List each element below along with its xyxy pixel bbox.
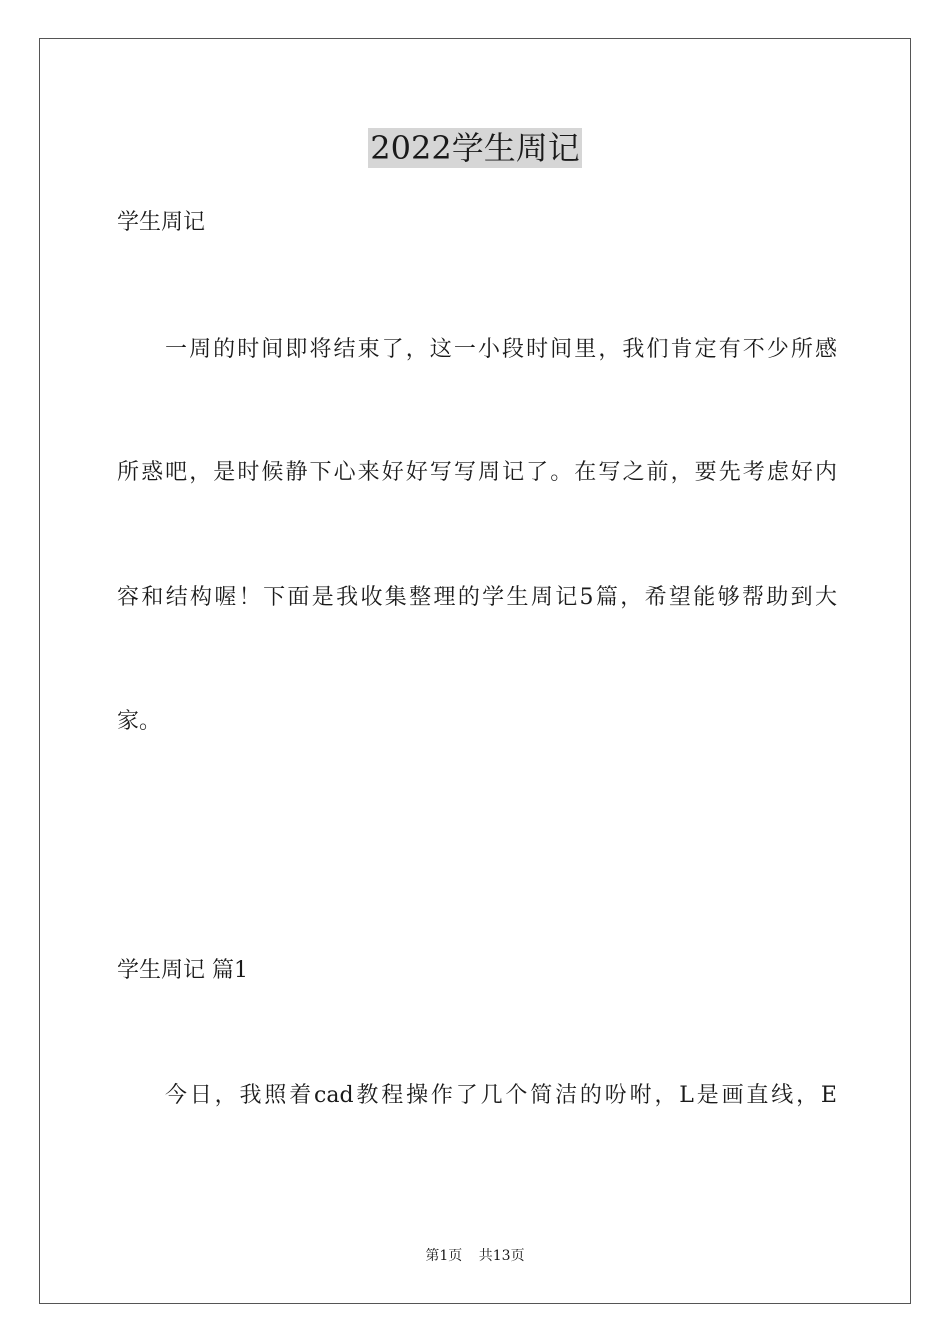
page-footer bbox=[0, 1247, 950, 1265]
section-heading: 学生周记 篇1 bbox=[117, 958, 248, 983]
document-title-text: 2022学生周记 bbox=[370, 129, 580, 167]
page-number: 第1页 bbox=[425, 1248, 463, 1264]
section-paragraph-line: 今日，我照着cad教程操作了几个简洁的吩咐，L是画直线，E bbox=[165, 1083, 837, 1108]
intro-paragraph-line: 一周的时间即将结束了，这一小段时间里，我们肯定有不少所感 bbox=[165, 337, 837, 362]
document-title bbox=[0, 128, 950, 168]
intro-paragraph-line: 家。 bbox=[117, 709, 162, 734]
page-total: 共13页 bbox=[478, 1248, 525, 1264]
intro-paragraph-line: 所惑吧，是时候静下心来好好写写周记了。在写之前，要先考虑好内 bbox=[117, 460, 837, 485]
document-subtitle: 学生周记 bbox=[117, 210, 206, 235]
intro-paragraph-line: 容和结构喔！下面是我收集整理的学生周记5篇，希望能够帮助到大 bbox=[117, 585, 837, 610]
